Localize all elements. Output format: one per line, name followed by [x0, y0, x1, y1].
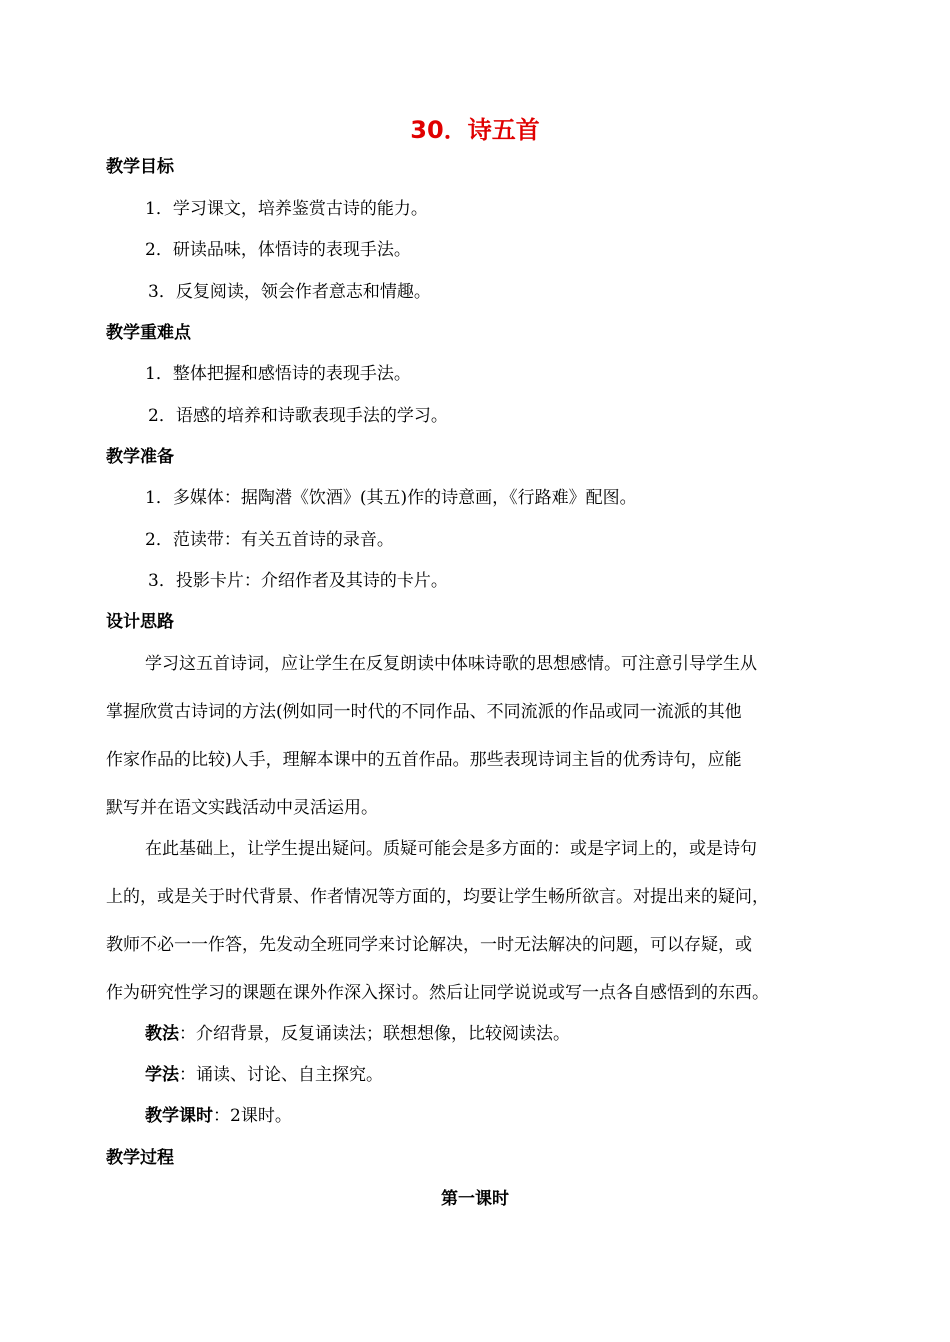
teaching-hours-text: ：2课时。 [213, 1106, 292, 1126]
preparation-item: 1．多媒体：据陶潜《饮酒》(其五)作的诗意画，《行路难》配图。 [145, 488, 637, 508]
teaching-method-label: 教法 [145, 1024, 179, 1044]
teaching-hours-label: 教学课时 [145, 1106, 213, 1126]
preparation-item: 2．范读带：有关五首诗的录音。 [145, 530, 394, 550]
design-paragraph-line: 学习这五首诗词，应让学生在反复朗读中体味诗歌的思想感情。可注意引导学生从 [145, 654, 757, 674]
design-paragraph-line: 作为研究性学习的课题在课外作深入探讨。然后让同学说说或写一点各自感悟到的东西。 [106, 983, 769, 1003]
design-heading: 设计思路 [106, 612, 174, 632]
document-title: 30．诗五首 [410, 116, 540, 144]
objective-item: 1．学习课文，培养鉴赏古诗的能力。 [145, 199, 428, 219]
first-lesson-heading: 第一课时 [441, 1189, 509, 1209]
key-point-item: 1．整体把握和感悟诗的表现手法。 [145, 364, 411, 384]
key-point-item: 2．语感的培养和诗歌表现手法的学习。 [148, 406, 448, 426]
preparation-item: 3．投影卡片：介绍作者及其诗的卡片。 [148, 571, 448, 591]
objective-item: 2．研读品味，体悟诗的表现手法。 [145, 240, 411, 260]
design-paragraph-line: 在此基础上，让学生提出疑问。质疑可能会是多方面的：或是字词上的，或是诗句 [145, 839, 757, 859]
learning-method-label: 学法 [145, 1065, 179, 1085]
learning-method-text: ：诵读、讨论、自主探究。 [179, 1065, 383, 1085]
preparation-heading: 教学准备 [106, 447, 174, 467]
learning-method [145, 1064, 383, 1086]
design-paragraph-line: 默写并在语文实践活动中灵活运用。 [106, 798, 378, 818]
design-paragraph-line: 作家作品的比较)人手，理解本课中的五首作品。那些表现诗词主旨的优秀诗句，应能 [106, 750, 742, 770]
process-heading: 教学过程 [106, 1148, 174, 1168]
teaching-method [145, 1023, 570, 1045]
design-paragraph-line: 教师不必一一作答，先发动全班同学来讨论解决，一时无法解决的问题，可以存疑，或 [106, 935, 752, 955]
objectives-heading: 教学目标 [106, 157, 174, 177]
teaching-hours [145, 1105, 292, 1127]
design-paragraph-line: 掌握欣赏古诗词的方法(例如同一时代的不同作品、不同流派的作品或同一流派的其他 [106, 702, 742, 722]
objective-item: 3．反复阅读，领会作者意志和情趣。 [148, 282, 431, 302]
teaching-method-text: ：介绍背景，反复诵读法；联想想像，比较阅读法。 [179, 1024, 570, 1044]
key-points-heading: 教学重难点 [106, 323, 191, 343]
design-paragraph-line: 上的，或是关于时代背景、作者情况等方面的，均要让学生畅所欲言。对提出来的疑问， [106, 887, 769, 907]
